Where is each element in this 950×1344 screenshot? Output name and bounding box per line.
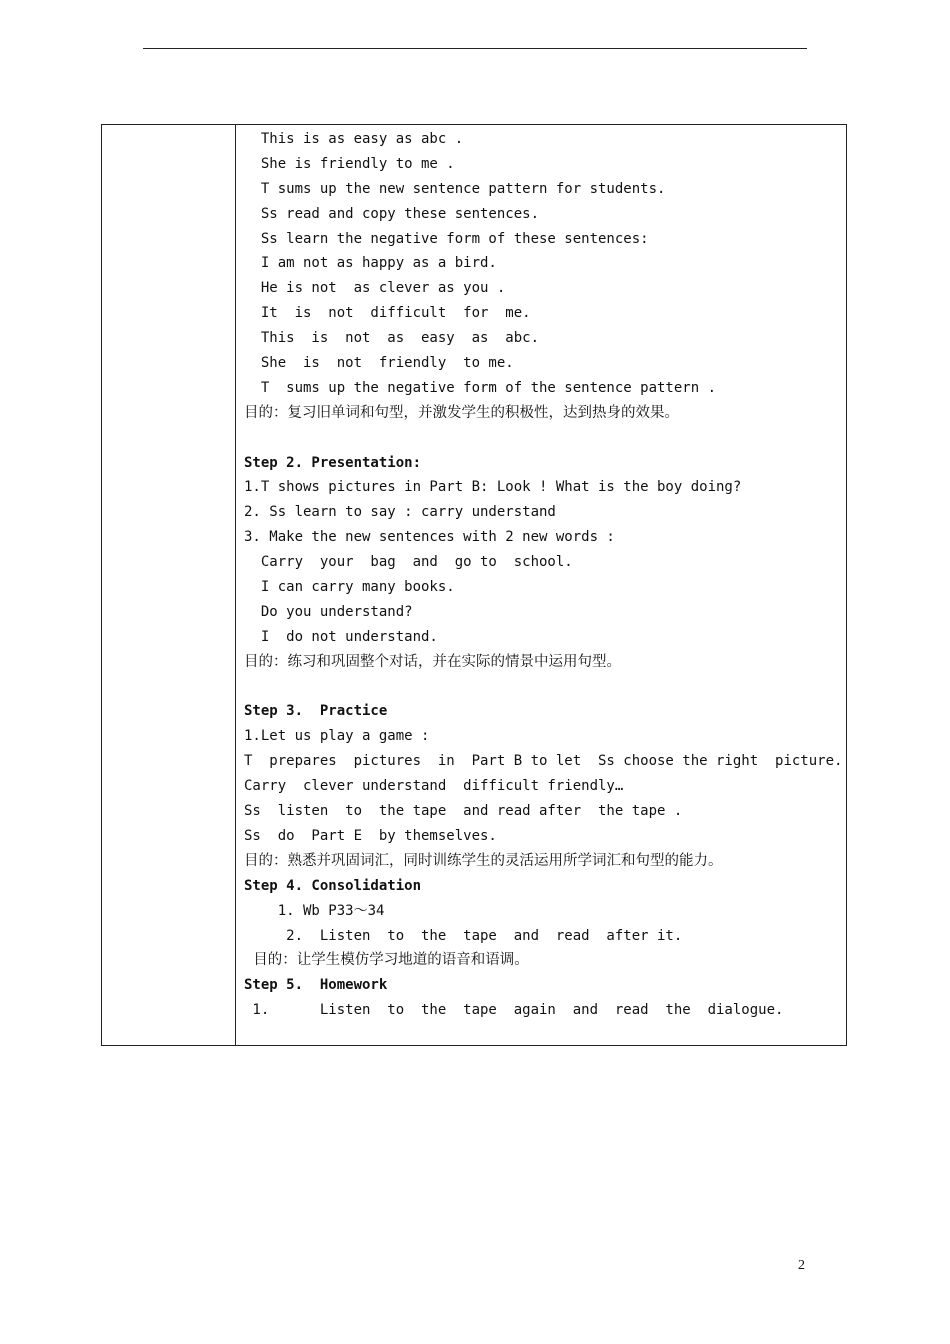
text-line: This is as easy as abc . bbox=[244, 131, 464, 147]
step-heading: Step 3. Practice bbox=[244, 703, 388, 720]
purpose-note: 目的：练习和巩固整个对话，并在实际的情景中运用句型。 bbox=[244, 653, 621, 670]
page-number: 2 bbox=[798, 1258, 805, 1273]
text-line: 1. Listen to the tape again and read the dialogue. bbox=[244, 1002, 784, 1019]
text-line: She is not friendly to me. bbox=[244, 355, 514, 372]
text-line: 2. Listen to the tape and read after it. bbox=[244, 927, 683, 944]
text-line bbox=[244, 426, 842, 451]
text-line: 2. Ss learn to say : carry understand bbox=[244, 504, 556, 521]
text-line: 3. Make the new sentences with 2 new words : bbox=[244, 529, 615, 546]
text-line: T sums up the negative form of the sentence pattern . bbox=[244, 379, 717, 396]
text-line bbox=[244, 675, 842, 700]
text-line: T prepares pictures in Part B to let Ss choose the right picture. bbox=[244, 753, 842, 770]
text-line: She is friendly to me . bbox=[244, 155, 455, 172]
purpose-note: 目的：复习旧单词和句型，并激发学生的积极性，达到热身的效果。 bbox=[244, 404, 679, 421]
text-line: Ss listen to the tape and read after the tape . bbox=[244, 803, 683, 820]
text-line: I do not understand. bbox=[244, 628, 438, 645]
text-line: 1.Let us play a game : bbox=[244, 728, 430, 745]
text-line: Do you understand? bbox=[244, 603, 413, 620]
lesson-table bbox=[101, 124, 847, 1046]
text-line: Ss read and copy these sentences. bbox=[244, 205, 540, 222]
step-heading: Step 2. Presentation: bbox=[244, 454, 422, 471]
text-line: Carry clever understand difficult friendly… bbox=[244, 778, 624, 795]
step-heading: Step 4. Consolidation bbox=[244, 877, 422, 894]
header-rule bbox=[143, 48, 807, 49]
text-line: 1. Wb P33～34 bbox=[244, 902, 385, 919]
text-line: 1.T shows pictures in Part B: Look ! What is the boy doing? bbox=[244, 479, 742, 496]
purpose-note: 目的：熟悉并巩固词汇，同时训练学生的灵活运用所学词汇和句型的能力。 bbox=[244, 852, 723, 869]
step-heading: Step 5. Homework bbox=[244, 977, 388, 994]
text-line: Carry your bag and go to school. bbox=[244, 554, 573, 571]
lesson-steps-cell bbox=[244, 127, 842, 1023]
text-line: He is not as clever as you . bbox=[244, 280, 506, 297]
text-line: Ss learn the negative form of these sentences: bbox=[244, 230, 649, 247]
purpose-note: 目的：让学生模仿学习地道的语音和语调。 bbox=[244, 952, 529, 969]
text-line: This is not as easy as abc. bbox=[244, 330, 540, 347]
text-line: T sums up the new sentence pattern for students. bbox=[244, 180, 666, 197]
column-divider bbox=[235, 125, 236, 1045]
text-line: It is not difficult for me. bbox=[244, 305, 531, 322]
text-line: Ss do Part E by themselves. bbox=[244, 827, 497, 844]
text-line: I am not as happy as a bird. bbox=[244, 255, 497, 272]
text-line: I can carry many books. bbox=[244, 579, 455, 596]
